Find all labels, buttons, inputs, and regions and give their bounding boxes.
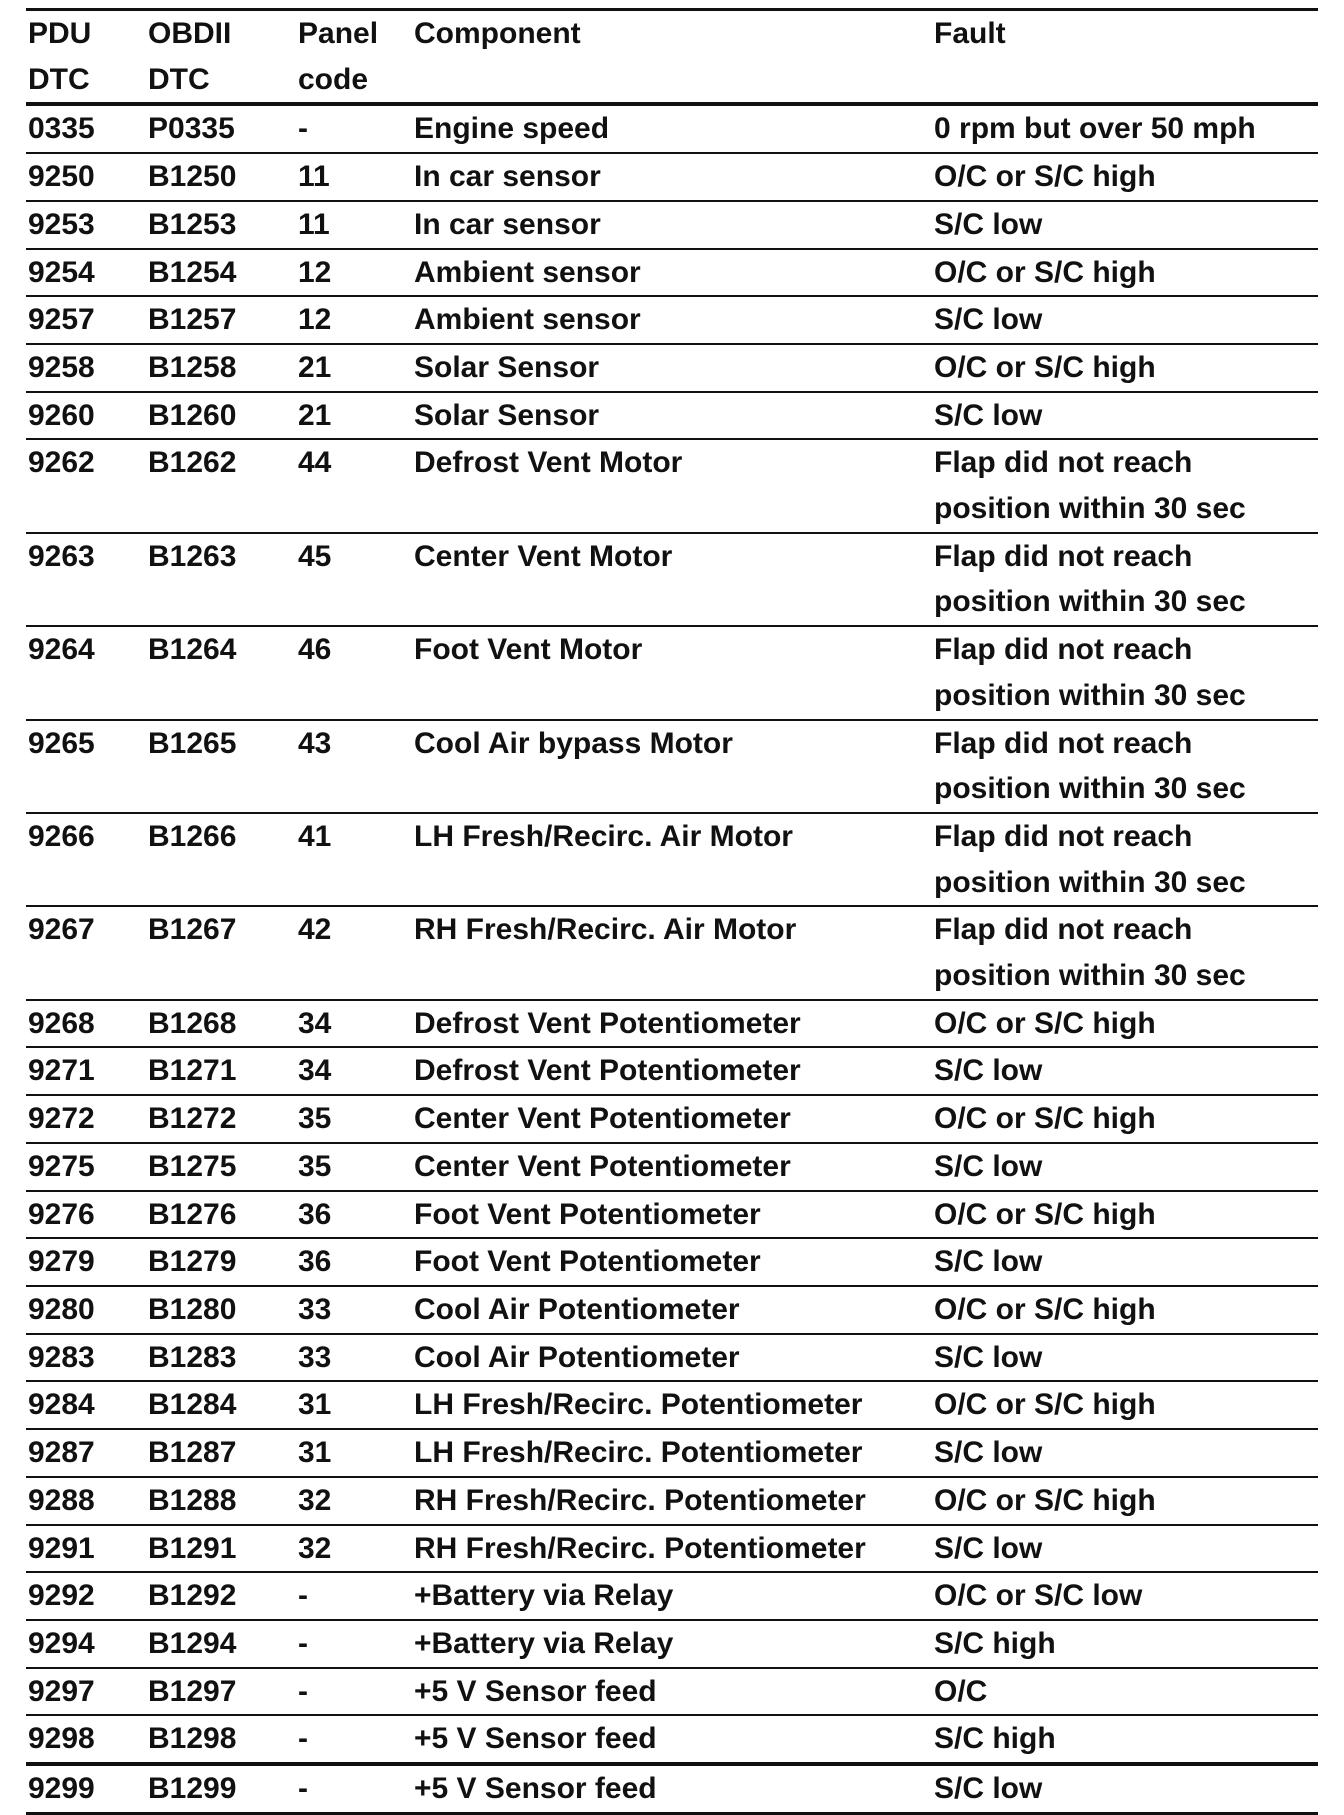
cell-fault: S/C low — [934, 303, 1043, 337]
cell-pdu-dtc: 9257 — [28, 303, 95, 337]
table-row — [26, 392, 1318, 440]
table-row — [26, 1572, 1318, 1620]
cell-panel-code: 44 — [298, 446, 332, 480]
cell-fault: 0 rpm but over 50 mph — [934, 112, 1256, 146]
table-row — [26, 1143, 1318, 1191]
cell-panel-code: 42 — [298, 913, 332, 947]
cell-component: LH Fresh/Recirc. Potentiometer — [414, 1388, 863, 1422]
cell-obdii-dtc: B1265 — [148, 726, 237, 760]
header-pdu-dtc-line-1: PDU — [28, 17, 92, 50]
table-row — [26, 1429, 1318, 1477]
header-fault-label: Fault — [934, 17, 1006, 50]
header-obdii-dtc-line-1: OBDII — [148, 17, 232, 50]
cell-panel-code: 36 — [298, 1245, 332, 1279]
cell-pdu-dtc: 9276 — [28, 1197, 95, 1231]
table-row — [26, 1764, 1318, 1813]
header-pdu-dtc — [26, 10, 146, 105]
header-panel-code-line-1: Panel — [298, 17, 379, 50]
cell-pdu-dtc: 9275 — [28, 1149, 95, 1183]
cell-panel-code: 41 — [298, 819, 332, 853]
cell-pdu-dtc: 9262 — [28, 446, 95, 480]
header-panel-code — [296, 10, 412, 105]
cell-obdii-dtc: B1294 — [148, 1626, 237, 1660]
cell-obdii-dtc: B1283 — [148, 1340, 237, 1374]
table-row — [26, 1095, 1318, 1143]
cell-panel-code: 35 — [298, 1149, 332, 1183]
header-obdii-dtc-line-2: DTC — [148, 62, 210, 96]
cell-obdii-dtc: B1260 — [148, 398, 237, 432]
cell-component: Center Vent Potentiometer — [414, 1102, 791, 1136]
header-component — [412, 10, 932, 105]
cell-fault: Flap did not reach position within 30 sec — [934, 913, 1246, 993]
cell-component: +5 V Sensor feed — [414, 1772, 657, 1806]
cell-component: +5 V Sensor feed — [414, 1674, 657, 1708]
cell-panel-code: 11 — [298, 160, 330, 194]
cell-panel-code: 43 — [298, 726, 332, 760]
table-row — [26, 1381, 1318, 1429]
table-row — [26, 344, 1318, 392]
cell-fault: O/C or S/C high — [934, 160, 1156, 194]
table-row — [26, 249, 1318, 297]
cell-fault: O/C or S/C high — [934, 350, 1156, 384]
cell-obdii-dtc: B1266 — [148, 819, 237, 853]
cell-component: Foot Vent Potentiometer — [414, 1197, 761, 1231]
cell-fault: S/C low — [934, 207, 1043, 241]
cell-obdii-dtc: B1258 — [148, 350, 237, 384]
cell-component: Cool Air Potentiometer — [414, 1292, 740, 1326]
table-row — [26, 906, 1318, 999]
cell-fault: S/C low — [934, 1054, 1043, 1088]
header-row — [26, 10, 1318, 105]
cell-fault: Flap did not reach position within 30 sec — [934, 446, 1246, 526]
cell-panel-code: - — [298, 1772, 308, 1806]
table-row — [26, 1334, 1318, 1382]
header-obdii-dtc — [146, 10, 296, 105]
cell-component: Engine speed — [414, 112, 610, 146]
table-row — [26, 1286, 1318, 1334]
cell-panel-code: - — [298, 112, 308, 146]
cell-pdu-dtc: 9271 — [28, 1054, 95, 1088]
cell-fault: Flap did not reach position within 30 sec — [934, 633, 1246, 712]
table-row — [26, 1525, 1318, 1573]
cell-pdu-dtc: 9297 — [28, 1674, 95, 1708]
cell-fault: O/C or S/C low — [934, 1579, 1143, 1613]
cell-fault: S/C low — [934, 1531, 1043, 1565]
cell-pdu-dtc: 9268 — [28, 1006, 95, 1040]
cell-panel-code: 33 — [298, 1292, 332, 1326]
cell-component: Center Vent Motor — [414, 539, 673, 573]
cell-pdu-dtc: 0335 — [28, 112, 95, 146]
cell-pdu-dtc: 9288 — [28, 1483, 95, 1517]
cell-component: Foot Vent Motor — [414, 633, 643, 667]
cell-obdii-dtc: B1292 — [148, 1579, 237, 1613]
cell-pdu-dtc: 9292 — [28, 1579, 95, 1613]
cell-fault: O/C or S/C high — [934, 1102, 1156, 1136]
cell-panel-code: - — [298, 1722, 308, 1756]
cell-component: LH Fresh/Recirc. Air Motor — [414, 819, 793, 853]
cell-fault: O/C or S/C high — [934, 1197, 1156, 1231]
cell-component: Solar Sensor — [414, 350, 600, 384]
cell-panel-code: 34 — [298, 1054, 332, 1088]
cell-obdii-dtc: B1272 — [148, 1102, 237, 1136]
cell-panel-code: 45 — [298, 539, 332, 573]
cell-component: Center Vent Potentiometer — [414, 1149, 791, 1183]
dtc-table-container — [26, 8, 1318, 1815]
cell-obdii-dtc: B1280 — [148, 1292, 237, 1326]
cell-obdii-dtc: B1262 — [148, 446, 237, 480]
table-row — [26, 1477, 1318, 1525]
cell-obdii-dtc: B1254 — [148, 255, 237, 289]
table-body — [26, 104, 1318, 1813]
cell-obdii-dtc: B1267 — [148, 913, 237, 947]
table-row — [26, 1715, 1318, 1764]
cell-fault: S/C low — [934, 1436, 1043, 1470]
cell-fault: Flap did not reach position within 30 sec — [934, 726, 1246, 806]
cell-fault: O/C or S/C high — [934, 1483, 1156, 1517]
cell-fault: S/C low — [934, 1772, 1043, 1806]
cell-panel-code: 11 — [298, 207, 330, 241]
cell-obdii-dtc: B1263 — [148, 539, 237, 573]
table-header — [26, 10, 1318, 105]
cell-obdii-dtc: B1271 — [148, 1054, 237, 1088]
table-row — [26, 813, 1318, 906]
cell-obdii-dtc: B1291 — [148, 1531, 237, 1565]
cell-component: Cool Air bypass Motor — [414, 726, 733, 760]
cell-fault: S/C low — [934, 1340, 1043, 1374]
table-row — [26, 1668, 1318, 1716]
cell-fault: S/C low — [934, 1149, 1043, 1183]
table-row — [26, 439, 1318, 532]
cell-fault: O/C or S/C high — [934, 1006, 1156, 1040]
cell-pdu-dtc: 9287 — [28, 1436, 95, 1470]
cell-panel-code: 21 — [298, 398, 332, 432]
cell-pdu-dtc: 9291 — [28, 1531, 95, 1565]
table-row — [26, 720, 1318, 813]
cell-fault: O/C or S/C high — [934, 1388, 1156, 1422]
cell-component: Defrost Vent Motor — [414, 446, 683, 480]
cell-fault: Flap did not reach position within 30 sec — [934, 539, 1246, 619]
cell-pdu-dtc: 9299 — [28, 1772, 95, 1806]
cell-panel-code: 31 — [298, 1388, 332, 1422]
cell-component: +5 V Sensor feed — [414, 1722, 657, 1756]
cell-fault: Flap did not reach position within 30 sec — [934, 819, 1246, 899]
cell-pdu-dtc: 9298 — [28, 1722, 95, 1756]
cell-panel-code: 35 — [298, 1102, 332, 1136]
cell-panel-code: 46 — [298, 633, 332, 667]
cell-component: RH Fresh/Recirc. Potentiometer — [414, 1483, 866, 1517]
cell-pdu-dtc: 9272 — [28, 1102, 95, 1136]
cell-panel-code: 33 — [298, 1340, 332, 1374]
cell-fault: O/C — [934, 1674, 988, 1708]
header-pdu-dtc-line-2: DTC — [28, 62, 90, 96]
cell-panel-code: 32 — [298, 1531, 332, 1565]
cell-obdii-dtc: B1299 — [148, 1772, 237, 1806]
table-row — [26, 1238, 1318, 1286]
cell-pdu-dtc: 9266 — [28, 819, 95, 853]
cell-component: +Battery via Relay — [414, 1626, 674, 1660]
cell-component: Defrost Vent Potentiometer — [414, 1054, 801, 1088]
cell-pdu-dtc: 9253 — [28, 207, 95, 241]
cell-fault: O/C or S/C high — [934, 1292, 1156, 1326]
cell-obdii-dtc: B1264 — [148, 633, 237, 667]
cell-pdu-dtc: 9294 — [28, 1626, 95, 1660]
cell-component: RH Fresh/Recirc. Air Motor — [414, 913, 797, 947]
cell-pdu-dtc: 9265 — [28, 726, 95, 760]
cell-component: In car sensor — [414, 160, 601, 194]
cell-component: Defrost Vent Potentiometer — [414, 1006, 801, 1040]
cell-obdii-dtc: B1288 — [148, 1483, 237, 1517]
table-row — [26, 1000, 1318, 1048]
cell-fault: S/C high — [934, 1626, 1056, 1660]
cell-obdii-dtc: B1284 — [148, 1388, 237, 1422]
table-row — [26, 296, 1318, 344]
cell-fault: S/C low — [934, 1245, 1043, 1279]
cell-component: RH Fresh/Recirc. Potentiometer — [414, 1531, 866, 1565]
cell-obdii-dtc: P0335 — [148, 112, 235, 146]
cell-pdu-dtc: 9258 — [28, 350, 95, 384]
cell-panel-code: 34 — [298, 1006, 332, 1040]
header-component-label: Component — [414, 17, 581, 50]
cell-panel-code: 12 — [298, 255, 332, 289]
cell-obdii-dtc: B1268 — [148, 1006, 237, 1040]
cell-obdii-dtc: B1250 — [148, 160, 237, 194]
cell-pdu-dtc: 9279 — [28, 1245, 95, 1279]
cell-fault: S/C low — [934, 398, 1043, 432]
cell-pdu-dtc: 9250 — [28, 160, 95, 194]
table-row — [26, 201, 1318, 249]
cell-component: Cool Air Potentiometer — [414, 1340, 740, 1374]
cell-component: Foot Vent Potentiometer — [414, 1245, 761, 1279]
cell-obdii-dtc: B1257 — [148, 303, 237, 337]
cell-obdii-dtc: B1297 — [148, 1674, 237, 1708]
table-row — [26, 626, 1318, 719]
cell-fault: S/C high — [934, 1722, 1056, 1756]
cell-pdu-dtc: 9264 — [28, 633, 95, 667]
table-row — [26, 153, 1318, 201]
cell-panel-code: 12 — [298, 303, 332, 337]
header-panel-code-line-2: code — [298, 62, 369, 96]
cell-panel-code: 31 — [298, 1436, 332, 1470]
cell-pdu-dtc: 9283 — [28, 1340, 95, 1374]
table-row — [26, 1191, 1318, 1239]
table-row — [26, 1047, 1318, 1095]
cell-pdu-dtc: 9280 — [28, 1292, 95, 1326]
cell-component: Ambient sensor — [414, 255, 641, 289]
cell-pdu-dtc: 9254 — [28, 255, 95, 289]
cell-component: LH Fresh/Recirc. Potentiometer — [414, 1436, 863, 1470]
cell-panel-code: 32 — [298, 1483, 332, 1517]
cell-panel-code: 21 — [298, 350, 332, 384]
cell-component: In car sensor — [414, 207, 601, 241]
cell-panel-code: - — [298, 1674, 308, 1708]
cell-panel-code: 36 — [298, 1197, 332, 1231]
cell-panel-code: - — [298, 1626, 308, 1660]
cell-pdu-dtc: 9284 — [28, 1388, 95, 1422]
header-fault — [932, 10, 1318, 105]
cell-obdii-dtc: B1279 — [148, 1245, 237, 1279]
cell-obdii-dtc: B1253 — [148, 207, 237, 241]
cell-fault: O/C or S/C high — [934, 255, 1156, 289]
dtc-fault-table — [26, 8, 1318, 1815]
table-row — [26, 1620, 1318, 1668]
cell-component: +Battery via Relay — [414, 1579, 674, 1613]
cell-obdii-dtc: B1287 — [148, 1436, 237, 1470]
cell-obdii-dtc: B1276 — [148, 1197, 237, 1231]
cell-pdu-dtc: 9263 — [28, 539, 95, 573]
table-row — [26, 104, 1318, 153]
cell-pdu-dtc: 9260 — [28, 398, 95, 432]
table-row — [26, 533, 1318, 626]
cell-component: Solar Sensor — [414, 398, 600, 432]
cell-obdii-dtc: B1298 — [148, 1722, 237, 1756]
cell-pdu-dtc: 9267 — [28, 913, 95, 947]
cell-obdii-dtc: B1275 — [148, 1149, 237, 1183]
cell-component: Ambient sensor — [414, 303, 641, 337]
cell-panel-code: - — [298, 1579, 308, 1613]
